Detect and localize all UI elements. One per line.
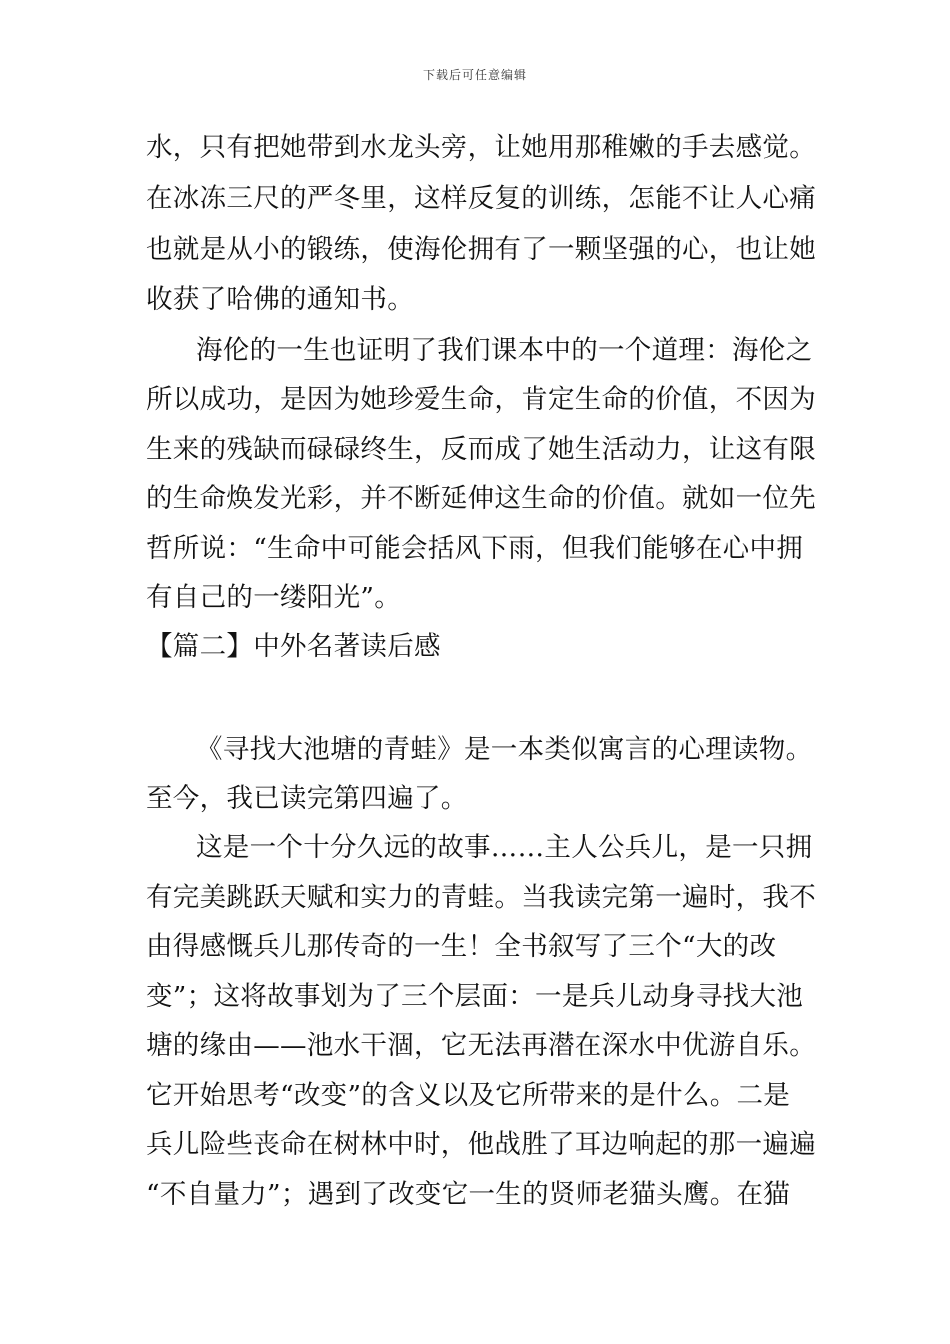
paragraph-first-line: 《寻找大池塘的青蛙》是一本类似寓言的心理读物。 (196, 734, 813, 765)
text-line: 的生命焕发光彩，并不断延伸这生命的价值。就如一位先 (146, 483, 816, 514)
text-line: 至今，我已读完第四遍了。 (146, 783, 468, 814)
text-line: 哲所说：“生命中可能会括风下雨，但我们能够在心中拥 (146, 533, 804, 564)
text-line: 兵儿险些丧命在树林中时，他战胜了耳边响起的那一遍遍 (146, 1129, 816, 1160)
text-line: 有自己的一缕阳光”。 (146, 582, 402, 613)
text-line: “不自量力”；遇到了改变它一生的贤师老猫头鹰。在猫 (146, 1179, 791, 1210)
text-line: 在冰冻三尺的严冬里，这样反复的训练，怎能不让人心痛 (146, 183, 816, 214)
text-line: 塘的缘由——池水干涸，它无法再潜在深水中优游自乐。 (146, 1030, 816, 1061)
text-line: 它开始思考“改变”的含义以及它所带来的是什么。二是 (146, 1080, 791, 1111)
header-note: 下载后可任意编辑 (422, 68, 527, 82)
text-line: 由得感慨兵儿那传奇的一生！全书叙写了三个“大的改 (146, 931, 777, 962)
section-heading: 【篇二】中外名著读后感 (146, 631, 441, 662)
paragraph-first-line: 海伦的一生也证明了我们课本中的一个道理：海伦之 (196, 335, 813, 366)
text-line: 生来的残缺而碌碌终生，反而成了她生活动力，让这有限 (146, 434, 816, 465)
paragraph-first-line: 这是一个十分久远的故事……主人公兵儿，是一只拥 (196, 832, 813, 863)
text-line: 水，只有把她带到水龙头旁，让她用那稚嫩的手去感觉。 (146, 132, 816, 163)
text-line: 有完美跳跃天赋和实力的青蛙。当我读完第一遍时，我不 (146, 882, 816, 913)
text-line: 所以成功，是因为她珍爱生命，肯定生命的价值，不因为 (146, 384, 816, 415)
text-line: 变”；这将故事划为了三个层面：一是兵儿动身寻找大池 (146, 981, 804, 1012)
text-line: 收获了哈佛的通知书。 (146, 284, 414, 315)
text-line: 也就是从小的锻练，使海伦拥有了一颗坚强的心，也让她 (146, 234, 816, 265)
